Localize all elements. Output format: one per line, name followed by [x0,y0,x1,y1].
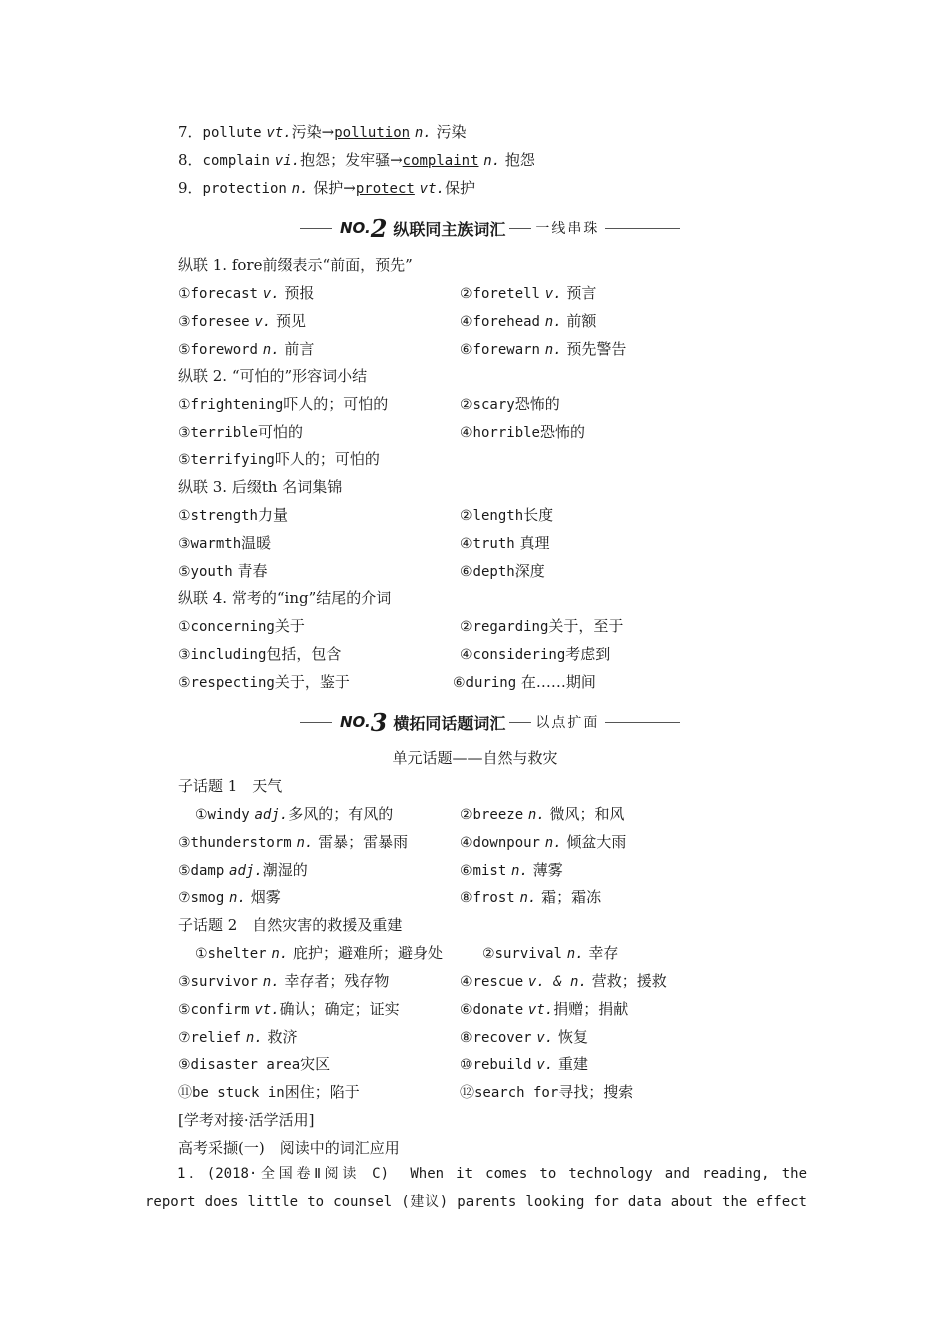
vocab-item: ⑨disaster area灾区 [178,1055,331,1073]
vocab-item: ②breeze n. 微风；和风 [460,805,625,823]
vocab-item: ⑪be stuck in困住；陷于 [178,1083,360,1101]
vocab-item: ⑤respecting关于，鉴于 [178,673,350,691]
vocab-item: ⑤terrifying吓人的；可怕的 [178,450,380,468]
reading-paragraph [145,1160,807,1216]
vocab-item: ⑤foreword n. 前言 [178,340,315,358]
section-banner-no3: NO. 3 横拓同话题词汇 以点扩面 [300,708,680,736]
group-heading: 纵联 2. “可怕的”形容词小结 [178,367,368,385]
vocab-item: ①shelter n. 庇护；避难所；避身处 [195,944,443,962]
vocab-item: ⑦relief n. 救济 [178,1028,298,1046]
vocab-item: ⑫search for寻找；搜索 [460,1083,634,1101]
vocab-item: ⑤confirm vt.确认；确定；证实 [178,1000,400,1018]
vocab-item: ⑥depth深度 [460,562,545,580]
vocab-item: ④downpour n. 倾盆大雨 [460,833,627,851]
group-heading: 纵联 1. fore前缀表示“前面，预先” [178,256,413,274]
vocab-item: ⑥forewarn n. 预先警告 [460,340,627,358]
vocab-item: ①forecast v. 预报 [178,284,315,302]
vocab-item: ②length长度 [460,506,554,524]
vocab-item: ①frightening吓人的；可怕的 [178,395,389,413]
list-item: 9．protection n. 保护→protect vt.保护 [178,179,475,197]
vocab-item: ③foresee v. 预见 [178,312,306,330]
practice-heading: [学考对接·活学活用] [178,1111,315,1129]
vocab-item: ③survivor n. 幸存者；残存物 [178,972,390,990]
unit-topic-title: 单元话题——自然与救灾 [392,749,558,767]
vocab-item: ⑤youth 青春 [178,562,268,580]
vocab-item: ②scary恐怖的 [460,395,560,413]
vocab-item: ⑤damp adj.潮湿的 [178,861,308,879]
vocab-item: ③warmth温暖 [178,534,272,552]
vocab-item: ③including包括，包含 [178,645,342,663]
vocab-item: ⑩rebuild v. 重建 [460,1055,588,1073]
gaokao-heading: 高考采撷(一) 阅读中的词汇应用 [178,1139,400,1157]
vocab-item: ①windy adj.多风的；有风的 [195,805,394,823]
vocab-item: ④truth 真理 [460,534,550,552]
paragraph-line: report does little to counsel (建议) parents looking for data about the effect [145,1194,807,1210]
vocab-item: ⑥mist n. 薄雾 [460,861,563,879]
vocab-item: ①strength力量 [178,506,288,524]
vocab-item: ②survival n. 幸存 [482,944,619,962]
vocab-item: ⑥during 在……期间 [453,673,596,691]
subtopic-heading: 子话题 2 自然灾害的救援及重建 [178,916,403,934]
vocab-item: ④forehead n. 前额 [460,312,597,330]
vocab-item: ③thunderstorm n. 雷暴；雷暴雨 [178,833,409,851]
group-heading: 纵联 4. 常考的“ing”结尾的介词 [178,589,392,607]
vocab-item: ④horrible恐怖的 [460,423,585,441]
vocab-item: ⑦smog n. 烟雾 [178,888,281,906]
vocab-item: ⑧recover v. 恢复 [460,1028,588,1046]
vocab-item: ④rescue v. & n. 营救；援救 [460,972,667,990]
group-heading: 纵联 3. 后缀th 名词集锦 [178,478,343,496]
list-item: 7．pollute vt.污染→pollution n. 污染 [178,123,467,141]
vocab-item: ②regarding关于，至于 [460,617,624,635]
paragraph-line: 1．(2018·全国卷Ⅱ阅读 C) When it comes to technology and reading, the [177,1166,807,1182]
section-banner-no2: NO. 2 纵联同主族词汇 一线串珠 [300,214,680,242]
vocab-item: ⑧frost n. 霜；霜冻 [460,888,602,906]
vocab-item: ⑥donate vt.捐赠；捐献 [460,1000,629,1018]
vocab-item: ④considering考虑到 [460,645,611,663]
vocab-item: ②foretell v. 预言 [460,284,597,302]
vocab-item: ③terrible可怕的 [178,423,303,441]
subtopic-heading: 子话题 1 天气 [178,777,283,795]
vocab-item: ①concerning关于 [178,617,305,635]
list-item: 8．complain vi.抱怨；发牢骚→complaint n. 抱怨 [178,151,535,169]
